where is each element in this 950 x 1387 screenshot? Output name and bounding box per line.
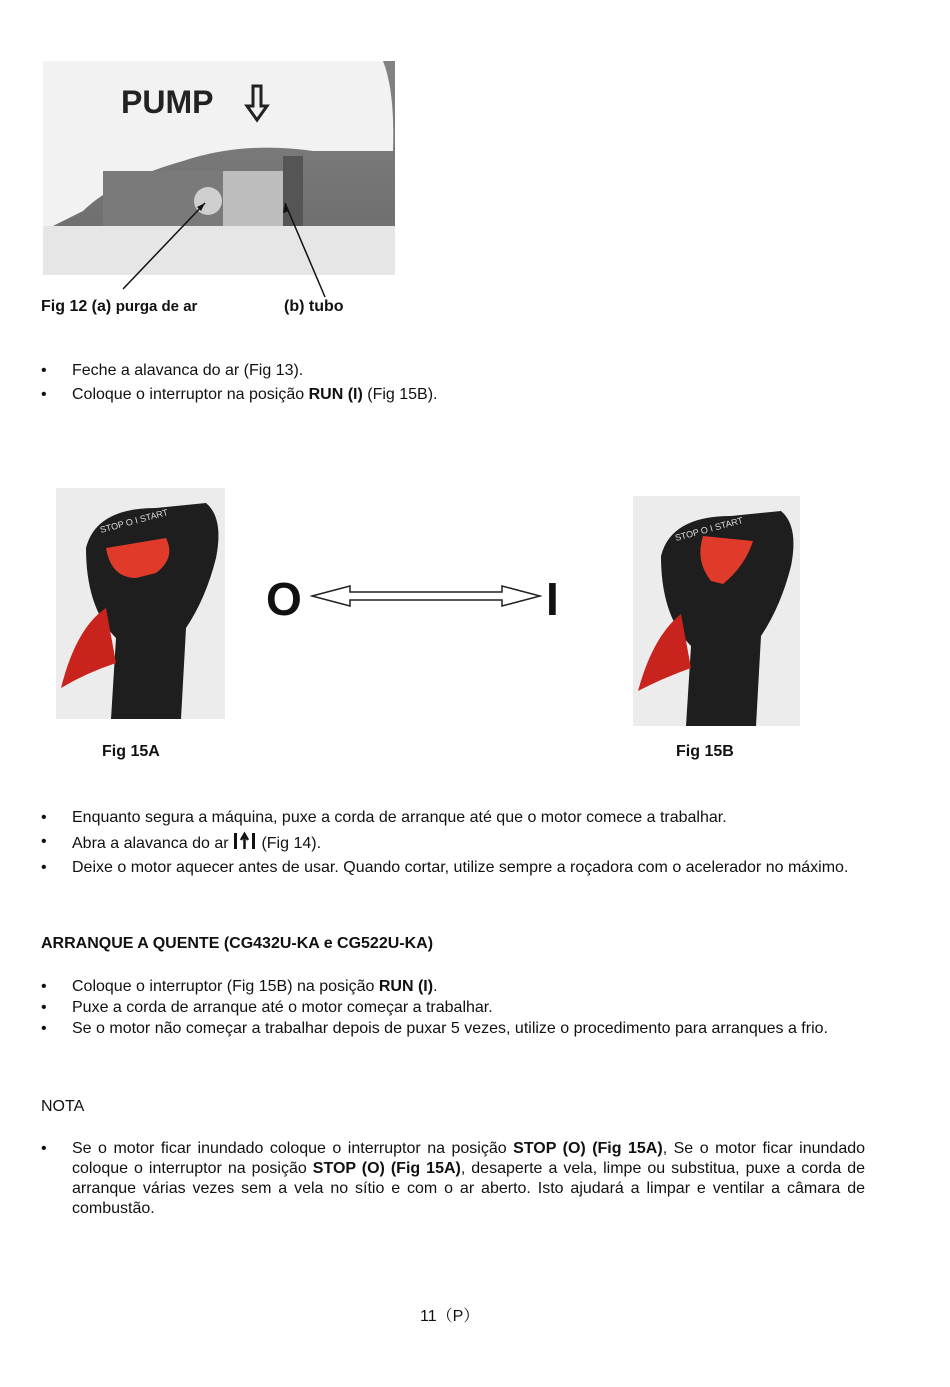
list-item: • Se o motor não começar a trabalhar depois de puxar 5 vezes, utilize o procedimento para arranques a frio. [41, 1020, 828, 1037]
note-paragraph: • Se o motor ficar inundado coloque o interruptor na posição STOP (O) (Fig 15A), Se o motor ficar inundado coloque o interruptor na posição STOP (O) (Fig 15A), desaperte a vela, limpe ou substitua, puxe a corda de arranque várias vezes sem a vela no sítio e com o ar aberto. Isto ajudará a limpar e ventilar a câmara de combustão. [41, 1140, 866, 1217]
fig15b-caption: Fig 15B [676, 743, 734, 760]
pump-label: PUMP [121, 84, 214, 120]
svg-text:STOP O I START: STOP O I START [98, 507, 170, 535]
section-heading-note: NOTA [41, 1098, 85, 1115]
choke-open-icon [233, 832, 257, 850]
list-hot-start [41, 977, 871, 1040]
list-note [41, 1139, 865, 1223]
list-item: • Deixe o motor aquecer antes de usar. Quando cortar, utilize sempre a roçadora com o acelerador no máximo. [41, 859, 849, 876]
list-item: • Feche a alavanca do ar (Fig 13). [41, 362, 304, 379]
list-item: • Puxe a corda de arranque até o motor começar a trabalhar. [41, 999, 493, 1016]
position-i-letter: I [546, 573, 559, 625]
fig15a-caption: Fig 15A [102, 743, 160, 760]
list-starting [41, 808, 871, 882]
fig12-caption-left: Fig 12 (a) purga de ar [41, 298, 198, 315]
fig12-caption-right: (b) tubo [284, 298, 344, 315]
list-item: • Coloque o interruptor (Fig 15B) na posição RUN (I). [41, 978, 438, 995]
list-closing-air [41, 361, 871, 409]
position-o-letter: O [266, 573, 302, 625]
fig15b-handle-photo [633, 496, 800, 726]
page-number: 11（P） [420, 1308, 480, 1325]
list-item: • Coloque o interruptor na posição RUN (I) (Fig 15B). [41, 386, 438, 403]
svg-text:STOP O I START: STOP O I START [673, 515, 745, 543]
fig15a-handle-photo [56, 488, 225, 719]
fig12-callout-lines [43, 61, 395, 301]
list-item: • Abra a alavanca do ar (Fig 14). [41, 833, 322, 852]
section-heading-hot-start: ARRANQUE A QUENTE (CG432U-KA e CG522U-KA) [41, 935, 434, 952]
list-item: • Enquanto segura a máquina, puxe a corda de arranque até que o motor comece a trabalhar. [41, 809, 727, 826]
double-arrow-icon [310, 584, 542, 608]
